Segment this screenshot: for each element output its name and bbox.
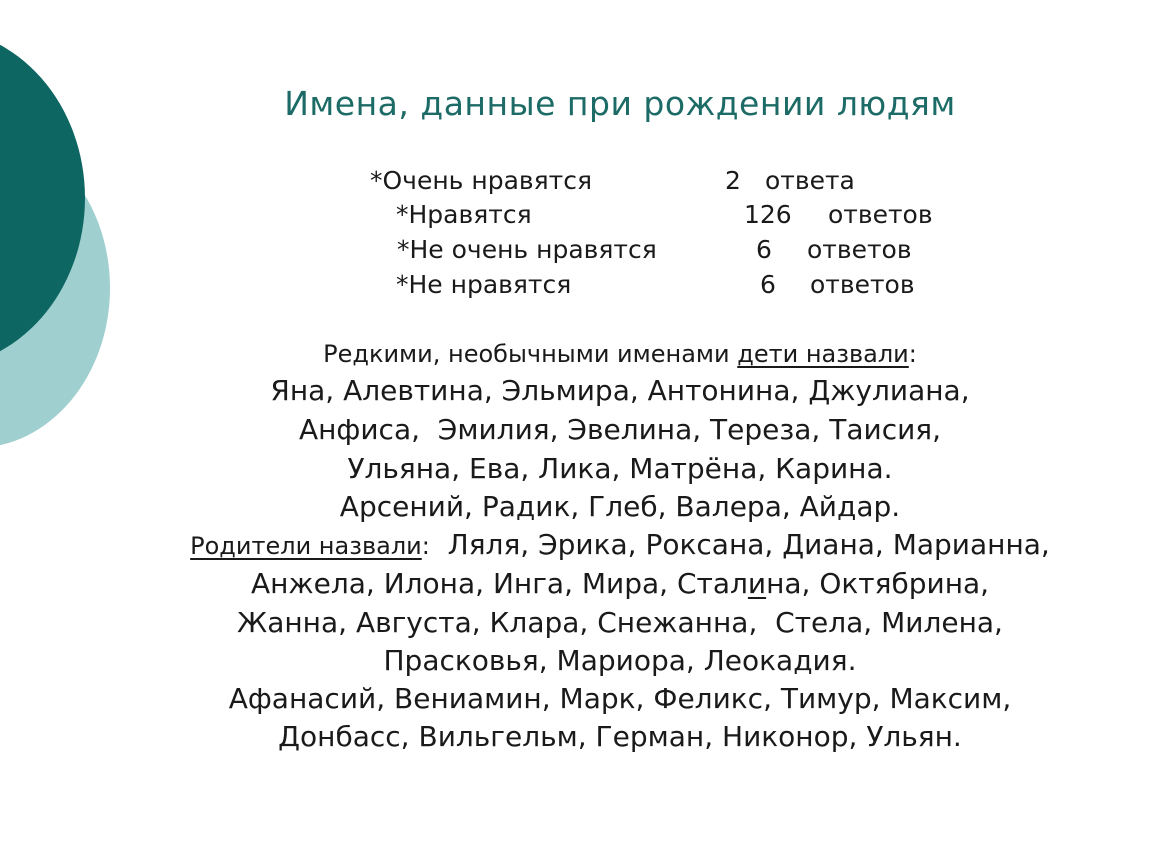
rating-unit: ответов <box>810 270 915 299</box>
parents-names-line <box>0 567 1150 600</box>
parents-names-line: Донбасс, Вильгельм, Герман, Никонор, Ульян. <box>278 720 962 753</box>
parents-names-line: Жанна, Августа, Клара, Снежанна, Стела, Милена, <box>237 606 1003 639</box>
rating-count: 2 <box>725 166 741 195</box>
rating-count: 126 <box>744 200 792 229</box>
stalina-underlined: и <box>747 567 767 600</box>
stalina-before: Анжела, Илона, Инга, Мира, Стал <box>250 567 748 600</box>
slide-title: Имена, данные при рождении людям <box>284 84 956 123</box>
kids-names-line: Яна, Алевтина, Эльмира, Антонина, Джулиана, <box>270 374 970 407</box>
kids-heading <box>0 340 1150 368</box>
kids-heading-underlined: дети назвали <box>737 340 909 368</box>
rating-label: *Очень нравятся <box>370 166 593 195</box>
rating-unit: ответов <box>807 235 912 264</box>
parents-heading <box>0 528 1150 561</box>
stalina-after: на, Октябрина, <box>766 567 990 600</box>
rating-label: *Не нравятся <box>396 270 572 299</box>
rating-label: *Нравятся <box>396 200 532 229</box>
kids-names-line: Арсений, Радик, Глеб, Валера, Айдар. <box>339 490 901 523</box>
rating-count: 6 <box>760 270 776 299</box>
rating-unit: ответов <box>828 200 933 229</box>
kids-names-line: Ульяна, Ева, Лика, Матрёна, Карина. <box>347 452 893 485</box>
parents-names-line: Прасковья, Мариора, Леокадия. <box>383 644 857 677</box>
kids-heading-suffix: : <box>908 340 917 368</box>
parents-names-first: Ляля, Эрика, Роксана, Диана, Марианна, <box>429 528 1050 561</box>
kids-names-line: Анфиса, Эмилия, Эвелина, Тереза, Таисия, <box>298 413 942 446</box>
parents-names-line: Афанасий, Вениамин, Марк, Феликс, Тимур, Максим, <box>228 682 1012 715</box>
rating-unit: ответа <box>765 166 855 195</box>
kids-heading-prefix: Редкими, необычными именами <box>323 340 738 368</box>
rating-label: *Не очень нравятся <box>397 235 657 264</box>
parents-heading-suffix: : <box>421 532 430 560</box>
rating-count: 6 <box>756 235 772 264</box>
parents-heading-underlined: Родители назвали <box>190 532 422 560</box>
